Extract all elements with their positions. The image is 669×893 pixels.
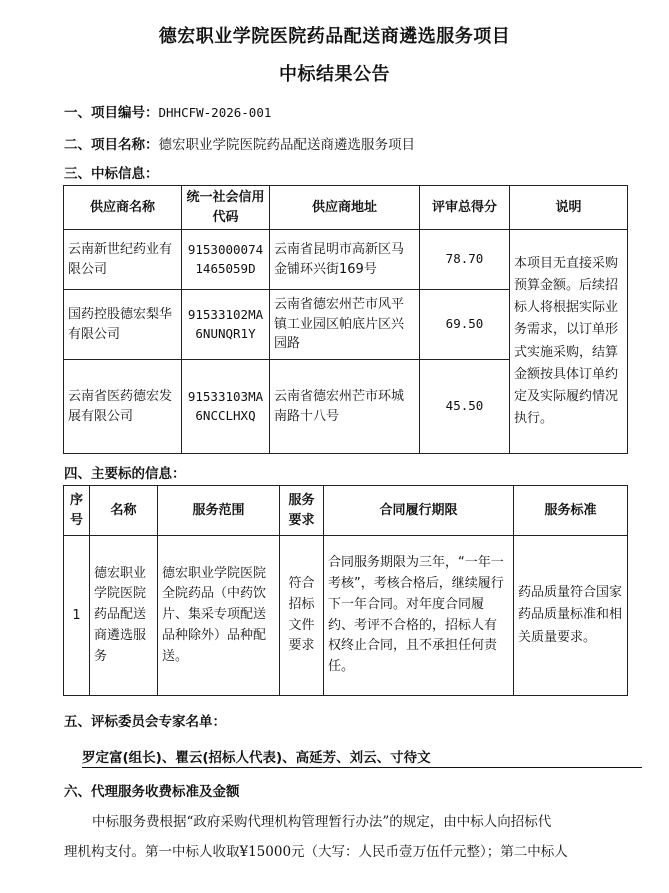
subject-period: 合同服务期限为三年，“一年一考核”，考核合格后，继续履行下一年合同。对年度合同履约、考评不合格的，招标人有权终止合同，且不承担任何责任。 (324, 536, 514, 696)
supplier-address: 云南省昆明市高新区马金铺环兴街169号 (270, 230, 420, 290)
subject-table-header-row (64, 486, 628, 536)
project-name-line (64, 133, 415, 153)
subject-table (63, 485, 628, 696)
score: 69.50 (420, 290, 510, 360)
header-score: 评审总得分 (420, 186, 510, 230)
score: 78.70 (420, 230, 510, 290)
project-number-value: DHHCFW-2026-001 (158, 105, 272, 120)
credit-code: 91533102MA6NUNQR1Y (182, 290, 270, 360)
subject-name: 德宏职业学院医院药品配送商遴选服务 (90, 536, 158, 696)
subject-index: 1 (64, 536, 90, 696)
subject-standard: 药品质量符合国家药品质量标准和相关质量要求。 (514, 536, 628, 696)
table-row (64, 536, 628, 696)
page-subtitle: 中标结果公告 (279, 64, 390, 85)
header-scope: 服务范围 (158, 486, 280, 536)
project-number-label: 一、项目编号： (64, 105, 159, 121)
expert-list-heading: 五、评标委员会专家名单： (64, 714, 226, 730)
table-row (64, 230, 628, 290)
subject-requirement: 符合招标文件要求 (280, 536, 324, 696)
header-credit-code: 统一社会信用代码 (182, 186, 270, 230)
header-standard: 服务标准 (514, 486, 628, 536)
header-requirement: 服务要求 (280, 486, 324, 536)
bid-info-heading: 三、中标信息： (64, 166, 159, 182)
project-name-value: 德宏职业学院医院药品配送商遴选服务项目 (158, 137, 415, 153)
score: 45.50 (420, 360, 510, 454)
supplier-name: 云南新世纪药业有限公司 (64, 230, 182, 290)
project-name-label: 二、项目名称： (64, 137, 159, 153)
credit-code: 91533103MA6NCCLHXQ (182, 360, 270, 454)
expert-list: 罗定富(组长)、瞿云(招标人代表)、高延芳、刘云、寸待文 (82, 746, 642, 768)
bid-note: 本项目无直接采购预算金额。后续招标人将根据实际业务需求，以订单形式实施采购，结算金额按具体订单约定及实际履约情况执行。 (510, 230, 628, 454)
bid-table-header-row (64, 186, 628, 230)
header-supplier-name: 供应商名称 (64, 186, 182, 230)
header-note: 说明 (510, 186, 628, 230)
header-name: 名称 (90, 486, 158, 536)
agency-fee-paragraph-line2: 理机构支付。第一中标人收取¥15000元（大写：人民币壹万伍仟元整）；第二中标人 (64, 844, 568, 860)
supplier-name: 国药控股德宏梨华有限公司 (64, 290, 182, 360)
bid-result-table (63, 185, 628, 454)
supplier-address: 云南省德宏州芒市风平镇工业园区帕底片区兴园路 (270, 290, 420, 360)
supplier-address: 云南省德宏州芒市环城南路十八号 (270, 360, 420, 454)
credit-code: 91530000741465059D (182, 230, 270, 290)
header-period: 合同履行期限 (324, 486, 514, 536)
project-number-line (64, 101, 271, 121)
header-index: 序号 (64, 486, 90, 536)
agency-fee-heading: 六、代理服务收费标准及金额 (64, 784, 240, 800)
subject-scope: 德宏职业学院医院全院药品（中药饮片、集采专项配送品种除外）品种配送。 (158, 536, 280, 696)
header-supplier-address: 供应商地址 (270, 186, 420, 230)
page-title: 德宏职业学院医院药品配送商遴选服务项目 (158, 26, 511, 47)
agency-fee-paragraph-line1: 中标服务费根据“政府采购代理机构管理暂行办法”的规定，由中标人向招标代 (92, 814, 552, 830)
supplier-name: 云南省医药德宏发展有限公司 (64, 360, 182, 454)
subject-info-heading: 四、主要标的信息： (64, 466, 186, 482)
